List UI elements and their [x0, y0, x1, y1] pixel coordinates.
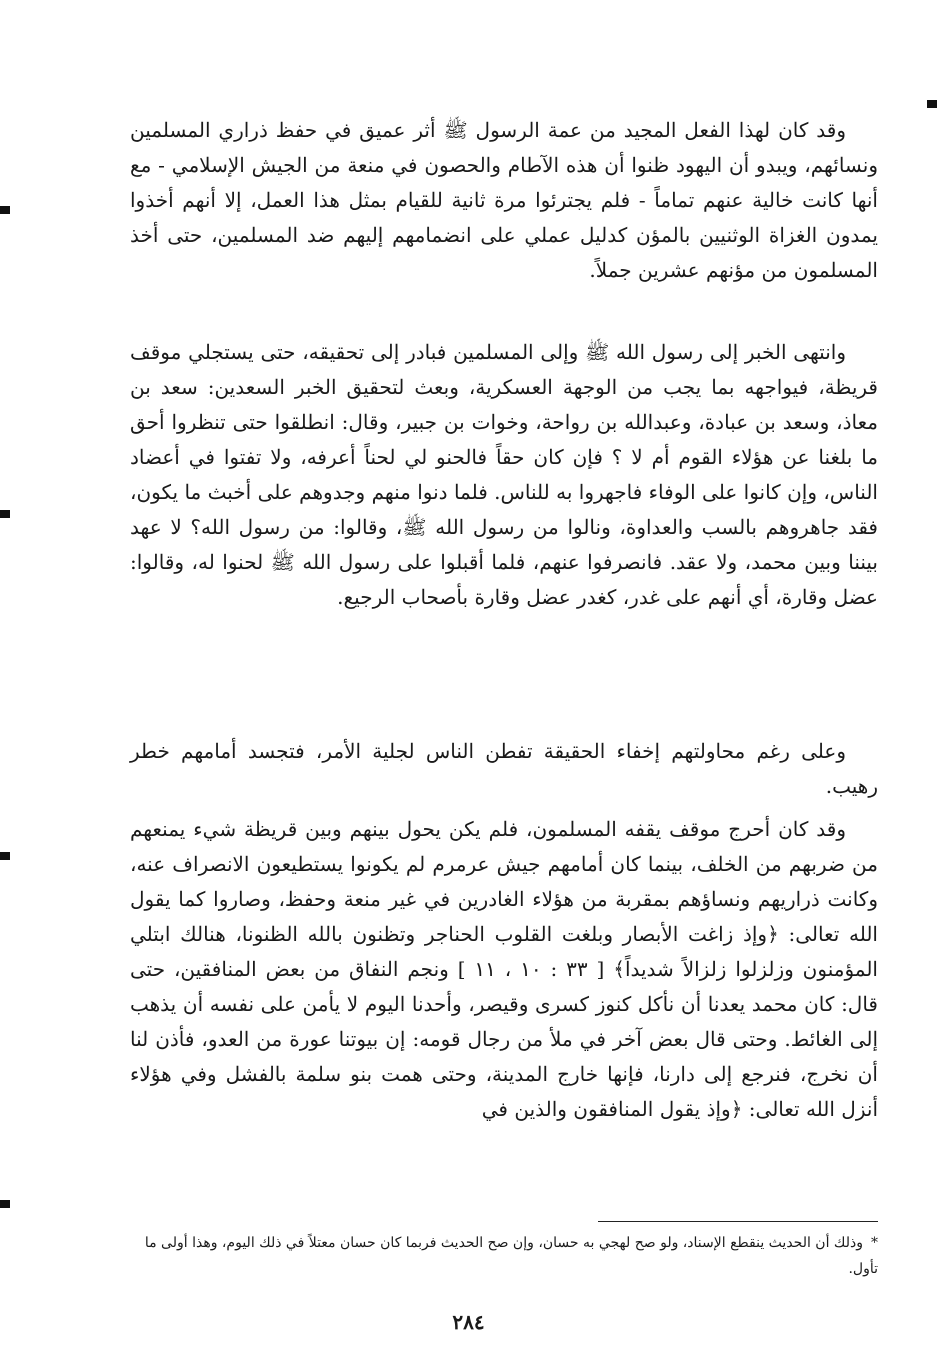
- paragraph-text: وعلى رغم محاولتهم إخفاء الحقيقة تفطن الناس لجلية الأمر، فتجسد أمامهم خطر رهيب.: [130, 739, 878, 798]
- footnote-text: وذلك أن الحديث ينقطع الإسناد، ولو صح لهجي به حسان، وإن صح الحديث فربما كان حسان معتلاً في ذلك اليوم، وهذا أولى ما تأول.: [144, 1235, 878, 1277]
- paragraph-1: [130, 113, 878, 288]
- paragraph-text: وقد كان لهذا الفعل المجيد من عمة الرسول ﷺ أثر عميق في حفظ ذراري المسلمين ونسائهم، ويبدو أن اليهود ظنوا أن هذه الآطام والحصون في منعة من الجيش الإسلامي - مع أنها كانت خالية عنهم تماماً - فلم يجترئوا مرة ثانية للقيام بمثل هذا العمل، إلا أنهم أخذوا يمدون الغزاة الوثنيين بالمؤن كدليل عملي على انضمامهم إليهم ضد المسلمين، حتى أخذ المسلمون من مؤنهم عشرين جملاً.: [130, 118, 878, 282]
- footnote-marker: *: [871, 1235, 878, 1251]
- paragraph-2: [130, 335, 878, 615]
- paragraph-4: [130, 812, 878, 1127]
- scan-edge-mark: [0, 1200, 10, 1208]
- footnote-divider: [598, 1221, 878, 1222]
- footnote: [130, 1230, 878, 1282]
- paragraph-text: وانتهى الخبر إلى رسول الله ﷺ وإلى المسلمين فبادر إلى تحقيقه، حتى يستجلي موقف قريظة، فيواجهه بما يجب من الوجهة العسكرية، وبعث لتحقيق الخبر السعدين: سعد بن معاذ، وسعد بن عبادة، وعبدالله بن رواحة، وخوات بن جبير، وقال: انطلقوا حتى تنظروا أحق ما بلغنا عن هؤلاء القوم أم لا ؟ فإن كان حقاً فالحنو لي لحناً أعرفه، ولا تفتوا في أعضاد الناس، وإن كانوا على الوفاء فاجهروا به للناس. فلما دنوا منهم وجدوهم على أخبث ما يكون، فقد جاهروهم بالسب والعداوة، ونالوا من رسول الله ﷺ، وقالوا: من رسول الله؟ لا عهد بيننا وبين محمد، ولا عقد. فانصرفوا عنهم، فلما أقبلوا على رسول الله ﷺ لحنوا له، وقالوا: عضل وقارة، أي أنهم على غدر، كغدر عضل وقارة بأصحاب الرجيع.: [130, 340, 878, 609]
- paragraph-text: وقد كان أحرج موقف يقفه المسلمون، فلم يكن يحول بينهم وبين قريظة شيء يمنعهم من ضربهم من الخلف، بينما كان أمامهم جيش عرمرم لم يكونوا يستطيعون الانصراف عنه، وكانت ذراريهم ونساؤهم بمقربة من هؤلاء الغادرين في غير منعة وحفظ، وصاروا كما يقول الله تعالى: ﴿وإذ زاغت الأبصار وبلغت القلوب الحناجر وتظنون بالله الظنونا، هنالك ابتلي المؤمنون وزلزلوا زلزالاً شديداً﴾ [ ٣٣ : ١٠ ، ١١ ] ونجم النفاق من بعض المنافقين، حتى قال: كان محمد يعدنا أن نأكل كنوز كسرى وقيصر، وأحدنا اليوم لا يأمن على نفسه أن يذهب إلى الغائط. وحتى قال بعض آخر في ملأ من رجال قومه: إن بيوتنا عورة من العدو، فأذن لنا أن نخرج، فنرجع إلى دارنا، فإنها خارج المدينة، وحتى همت بنو سلمة بالفشل وفي هؤلاء أنزل الله تعالى: ﴿وإذ يقول المنافقون والذين في: [130, 817, 878, 1121]
- scan-edge-mark: [0, 852, 10, 860]
- page-number: ٢٨٤: [452, 1310, 485, 1334]
- scan-edge-mark: [0, 206, 10, 214]
- scan-edge-mark: [0, 510, 10, 518]
- paragraph-3: [130, 734, 878, 804]
- scan-edge-mark: [927, 100, 937, 108]
